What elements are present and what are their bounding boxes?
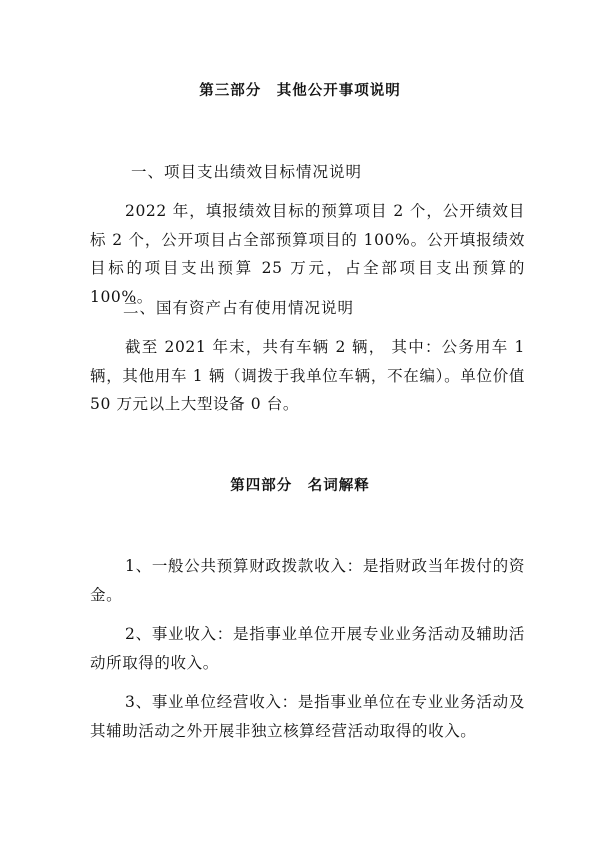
section1-heading: 一、项目支出绩效目标情况说明: [131, 163, 363, 181]
section2-body: 截至 2021 年末，共有车辆 2 辆， 其中：公务用车 1 辆，其他用车 1 辆（调拨于我单位车辆，不在编）。单位价值 50 万元以上大型设备 0 台。: [90, 338, 525, 413]
part4-title: 第四部分 名词解释: [230, 478, 370, 494]
section1-body: 2022 年，填报绩效目标的预算项目 2 个，公开绩效目标 2 个，公开项目占全部预算项目的 100%。公开填报绩效目标的项目支出预算 25 万元，占全部项目支出预算的 100%。: [90, 202, 525, 306]
term-item-2: 2、事业收入：是指事业单位开展专业业务活动及辅助活动所取得的收入。: [90, 625, 525, 672]
term-item-1: 1、一般公共预算财政拨款收入：是指财政当年拨付的资金。: [90, 557, 525, 604]
part3-title: 第三部分 其他公开事项说明: [199, 83, 401, 99]
term-item-3: 3、事业单位经营收入：是指事业单位在专业业务活动及其辅助活动之外开展非独立核算经营活动取得的收入。: [90, 693, 525, 740]
section2-heading: 二、国有资产占有使用情况说明: [123, 299, 355, 317]
